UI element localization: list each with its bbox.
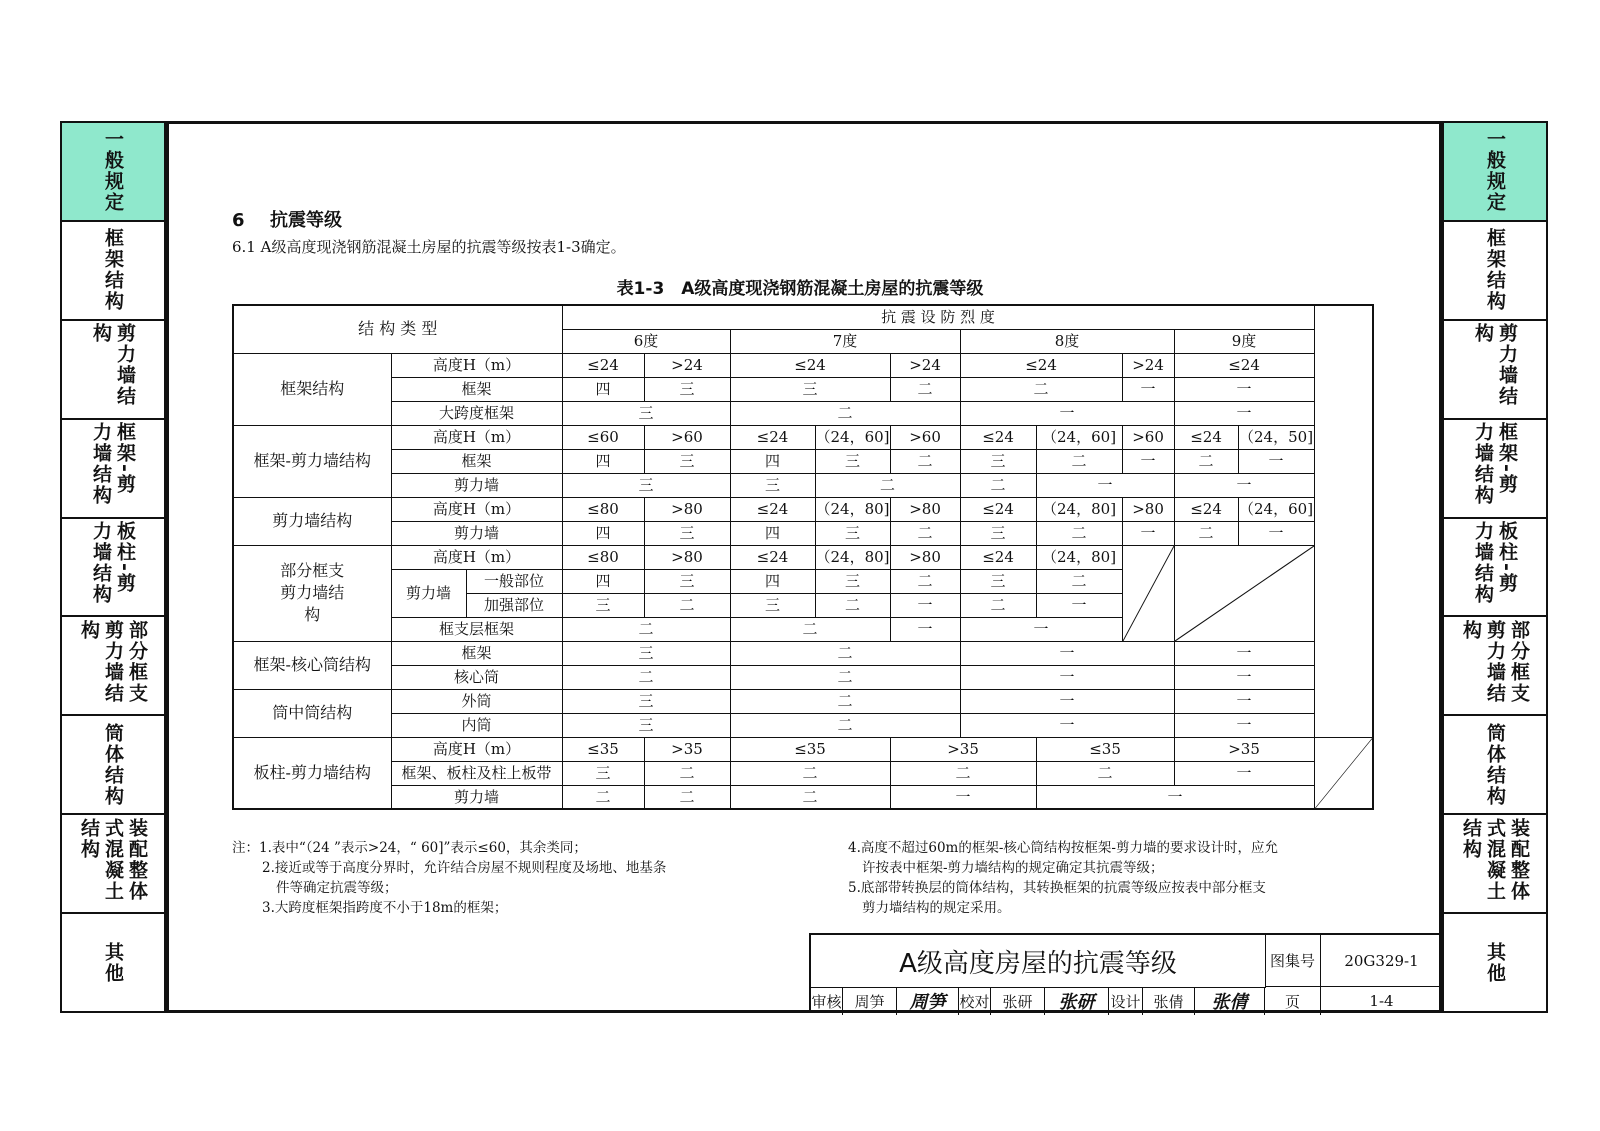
table-cell: 三 (815, 569, 890, 593)
side-tab-other[interactable]: 其他 (102, 941, 124, 984)
table-cell: 一 (1122, 449, 1174, 473)
section-title: 抗震等级 (270, 210, 342, 231)
table-cell: 核心筒 (391, 665, 562, 689)
review-label: 审核 (811, 987, 843, 1015)
table-cell: 一 (1122, 377, 1174, 401)
note-line: 2.接近或等于高度分界时，允许结合房屋不规则程度及场地、地基条 (262, 860, 667, 876)
table-cell: 三 (562, 593, 644, 617)
table-cell: 框架、板柱及柱上板带 (391, 761, 562, 785)
table-cell: 一 (960, 401, 1174, 425)
notes-right (848, 838, 1378, 918)
side-tab-general[interactable]: 一般规定 (1444, 123, 1546, 222)
table-row (233, 689, 1373, 713)
table-cell: 二 (1036, 521, 1122, 545)
table-cell: 四 (562, 377, 644, 401)
table-cell: ≤80 (562, 545, 644, 569)
table-cell: 四 (730, 521, 815, 545)
table-row (233, 353, 1373, 377)
table-cell: 二 (890, 569, 960, 593)
table-cell: 二 (644, 785, 730, 809)
table-cell: 二 (890, 521, 960, 545)
table-cell: 二 (1036, 761, 1174, 785)
table-cell: 二 (562, 665, 730, 689)
checker-name: 张研 (991, 987, 1045, 1015)
table-cell: 二 (730, 617, 890, 641)
side-tab-frame[interactable]: 框架结构 (1444, 222, 1546, 321)
table-row (233, 377, 1373, 401)
table-row (233, 713, 1373, 737)
header-deg8: 8度 (960, 329, 1174, 353)
header-deg6: 6度 (562, 329, 730, 353)
table-cell: >35 (1174, 737, 1314, 761)
table-cell: 三 (562, 473, 730, 497)
table-cell: >24 (644, 353, 730, 377)
table-cell: 二 (890, 377, 960, 401)
table-cell: 三 (815, 521, 890, 545)
designer-name: 张倩 (1143, 987, 1195, 1015)
table-cell: >80 (644, 497, 730, 521)
table-cell: 一 (960, 641, 1174, 665)
table-cell: >60 (644, 425, 730, 449)
table-header-row (233, 305, 1373, 329)
table-row (233, 473, 1373, 497)
table-cell: >60 (890, 425, 960, 449)
clause-text: 6.1 A级高度现浇钢筋混凝土房屋的抗震等级按表1-3确定。 (232, 238, 626, 256)
table-cell: 三 (562, 689, 730, 713)
table-cell: 二 (644, 593, 730, 617)
table-cell: 一 (1174, 761, 1314, 785)
table-cell: 三 (815, 449, 890, 473)
table-cell: ≤35 (1036, 737, 1174, 761)
table-cell: >60 (1122, 425, 1174, 449)
table-cell: 一 (890, 785, 1036, 809)
group-slab-column: 板柱-剪力墙结构 (233, 737, 391, 809)
table-cell: >24 (1122, 353, 1174, 377)
side-tab-tube[interactable]: 筒体结构 (1444, 716, 1546, 815)
note-line: 许按表中框架-剪力墙结构的规定确定其抗震等级； (862, 860, 1164, 876)
table-cell: 二 (960, 593, 1036, 617)
table-cell: 二 (730, 785, 890, 809)
table-cell: 一 (1174, 473, 1314, 497)
reviewer-signature: 周笋 (897, 987, 959, 1015)
table-cell: 一 (960, 617, 1122, 641)
table-row (233, 497, 1373, 521)
table-cell: 二 (730, 689, 960, 713)
table-cell: 一 (890, 593, 960, 617)
table-cell: 二 (562, 785, 644, 809)
table-cell: 一 (960, 665, 1174, 689)
table-cell: 二 (890, 761, 1036, 785)
side-tab-slab-column[interactable]: 板柱-剪力墙结构 (1444, 519, 1546, 618)
side-tab-frame-wall[interactable]: 框架-剪力墙结构 (62, 420, 164, 519)
table-cell: （24，80] (815, 497, 890, 521)
table-cell: 三 (730, 593, 815, 617)
table-cell: 框架 (391, 449, 562, 473)
group-frame-core: 框架-核心筒结构 (233, 641, 391, 689)
table-row (233, 641, 1373, 665)
table-cell: （24，60] (1036, 425, 1122, 449)
table-cell: 三 (644, 449, 730, 473)
table-cell: 四 (730, 569, 815, 593)
table-cell: 二 (1036, 569, 1122, 593)
table-cell: 高度H（m） (391, 353, 562, 377)
table-cell: 高度H（m） (391, 545, 562, 569)
table-cell: 一 (1174, 377, 1314, 401)
sub-group-shear-wall: 剪力墙 (391, 569, 466, 617)
table-cell: 三 (960, 569, 1036, 593)
table-row (233, 761, 1373, 785)
side-tab-shear-wall[interactable]: 剪力墙结构 (62, 321, 164, 420)
design-label: 设计 (1109, 987, 1143, 1015)
side-tab-partial-frame[interactable]: 部分框支剪力墙结构 (1444, 617, 1546, 716)
table-cell: 外筒 (391, 689, 562, 713)
table-cell: 一 (1174, 689, 1314, 713)
designer-signature: 张倩 (1195, 987, 1265, 1015)
table-cell: （24，80] (1036, 497, 1122, 521)
group-shear-wall: 剪力墙结构 (233, 497, 391, 545)
table-cell: 三 (562, 641, 730, 665)
table-cell: 二 (730, 641, 960, 665)
section-number: 6 (232, 210, 245, 231)
table-cell: ≤24 (1174, 353, 1314, 377)
header-intensity: 抗 震 设 防 烈 度 (562, 305, 1314, 329)
not-applicable-cell (1314, 737, 1373, 809)
side-tab-other[interactable]: 其他 (1484, 941, 1506, 984)
table-cell: 三 (562, 761, 644, 785)
table-cell: （24，80] (1036, 545, 1122, 569)
table-cell: ≤24 (960, 497, 1036, 521)
table-cell: 一 (1036, 593, 1122, 617)
table-cell: ≤60 (562, 425, 644, 449)
title-block (809, 933, 1442, 1013)
table-cell: ≤35 (562, 737, 644, 761)
table-row (233, 521, 1373, 545)
header-structure-type: 结 构 类 型 (233, 305, 562, 353)
table-cell: 二 (644, 761, 730, 785)
table-cell: （24，60] (815, 425, 890, 449)
table-cell: >80 (890, 497, 960, 521)
table-cell: 三 (730, 377, 890, 401)
table-cell: 一 (1036, 785, 1314, 809)
table-cell: 一 (890, 617, 960, 641)
table-cell: ≤24 (730, 497, 815, 521)
table-cell: 三 (960, 521, 1036, 545)
table-cell: 三 (960, 449, 1036, 473)
table-row (233, 545, 1373, 569)
seismic-grade-table (232, 304, 1374, 810)
side-tab-frame-wall[interactable]: 框架-剪力墙结构 (1444, 420, 1546, 519)
table-cell: 四 (562, 569, 644, 593)
table-cell: 二 (815, 593, 890, 617)
table-cell: 三 (562, 713, 730, 737)
table-cell: ≤24 (960, 353, 1122, 377)
side-tab-precast[interactable]: 装配整体式混凝土结构 (62, 815, 164, 914)
table-cell: 二 (815, 473, 960, 497)
table-cell: 一 (960, 713, 1174, 737)
table-cell: 二 (730, 713, 960, 737)
table-cell: （24，50] (1238, 425, 1314, 449)
table-cell: ≤24 (1174, 497, 1238, 521)
side-tab-shear-wall[interactable]: 剪力墙结构 (1444, 321, 1546, 420)
table-cell: 一 (1174, 713, 1314, 737)
table-cell: 四 (730, 449, 815, 473)
reviewer-name: 周笋 (843, 987, 897, 1015)
table-cell: 高度H（m） (391, 497, 562, 521)
table-cell: 二 (890, 449, 960, 473)
table-row (233, 449, 1373, 473)
side-tab-frame[interactable]: 框架结构 (62, 222, 164, 321)
note-line: 件等确定抗震等级； (276, 880, 398, 896)
side-tab-slab-column[interactable]: 板柱-剪力墙结构 (62, 519, 164, 618)
table-cell: （24，60] (1238, 497, 1314, 521)
table-cell: ≤24 (730, 353, 890, 377)
note-line: 4.高度不超过60m的框架-核心筒结构按框架-剪力墙的要求设计时，应允 (848, 840, 1278, 856)
side-nav-left (60, 121, 166, 1013)
atlas-label: 图集号 (1265, 935, 1321, 987)
note-line: 5.底部带转换层的筒体结构，其转换框架的抗震等级应按表中部分框支 (848, 880, 1266, 896)
table-row (233, 401, 1373, 425)
table-cell: 加强部位 (466, 593, 562, 617)
table-cell: 一 (1238, 521, 1314, 545)
table-cell: 三 (562, 401, 730, 425)
note-line: 剪力墙结构的规定采用。 (862, 900, 1011, 916)
notes-left (232, 838, 792, 918)
table-cell: 高度H（m） (391, 737, 562, 761)
page-number: 1-4 (1369, 992, 1394, 1010)
side-tab-precast[interactable]: 装配整体式混凝土结构 (1444, 815, 1546, 914)
table-cell: >35 (890, 737, 1036, 761)
table-cell: 二 (730, 401, 960, 425)
table-cell: 三 (644, 521, 730, 545)
table-cell: 剪力墙 (391, 521, 562, 545)
table-cell: ≤80 (562, 497, 644, 521)
header-deg9: 9度 (1174, 329, 1314, 353)
table-cell: 二 (730, 761, 890, 785)
table-cell: >35 (644, 737, 730, 761)
table-cell: 一 (1238, 449, 1314, 473)
table-cell: 一 (1174, 401, 1314, 425)
table-cell: 一般部位 (466, 569, 562, 593)
table-cell: 内筒 (391, 713, 562, 737)
not-applicable-cell (1122, 545, 1174, 641)
table-cell: >80 (644, 545, 730, 569)
table-cell: 二 (960, 377, 1122, 401)
checker-signature: 张研 (1045, 987, 1109, 1015)
table-row (233, 785, 1373, 809)
table-cell: 一 (1174, 665, 1314, 689)
group-tube-in-tube: 筒中筒结构 (233, 689, 391, 737)
table-cell: >80 (1122, 497, 1174, 521)
table-cell: 二 (1036, 449, 1122, 473)
table-cell: 一 (960, 689, 1174, 713)
table-cell: 一 (1036, 473, 1174, 497)
table-cell: ≤24 (730, 545, 815, 569)
table-cell: 二 (730, 665, 960, 689)
table-cell: ≤24 (730, 425, 815, 449)
group-partial-frame: 部分框支剪力墙结构 (233, 545, 391, 641)
table-cell: 框架 (391, 641, 562, 665)
table-cell: 剪力墙 (391, 473, 562, 497)
side-tab-tube[interactable]: 筒体结构 (62, 716, 164, 815)
table-cell: >24 (890, 353, 960, 377)
side-tab-partial-frame[interactable]: 部分框支剪力墙结构 (62, 617, 164, 716)
table-row (233, 425, 1373, 449)
table-cell: （24，80] (815, 545, 890, 569)
table-cell: ≤24 (960, 545, 1036, 569)
side-tab-general[interactable]: 一般规定 (62, 123, 164, 222)
table-cell: ≤24 (562, 353, 644, 377)
note-line: 3.大跨度框架指跨度不小于18m的框架； (262, 900, 508, 916)
table-cell: 框架 (391, 377, 562, 401)
table-cell: 二 (1174, 449, 1238, 473)
atlas-number: 20G329-1 (1321, 935, 1442, 987)
table-cell: ≤24 (960, 425, 1036, 449)
table-cell: 框支层框架 (391, 617, 562, 641)
table-cell: 四 (562, 449, 644, 473)
check-label: 校对 (959, 987, 991, 1015)
table-cell: ≤24 (1174, 425, 1238, 449)
table-cell: 高度H（m） (391, 425, 562, 449)
table-cell: ≤35 (730, 737, 890, 761)
table-cell: 三 (730, 473, 815, 497)
drawing-title: A级高度房屋的抗震等级 (811, 935, 1266, 988)
table-cell: 大跨度框架 (391, 401, 562, 425)
side-nav-right (1442, 121, 1548, 1013)
group-frame: 框架结构 (233, 353, 391, 425)
table-cell: 剪力墙 (391, 785, 562, 809)
table-cell: 三 (644, 569, 730, 593)
header-deg7: 7度 (730, 329, 960, 353)
table-cell: 一 (1174, 641, 1314, 665)
table-cell: 二 (960, 473, 1036, 497)
table-cell: 二 (1174, 521, 1238, 545)
group-frame-wall: 框架-剪力墙结构 (233, 425, 391, 497)
table-row (233, 665, 1373, 689)
not-applicable-cell (1174, 545, 1314, 641)
note-line: 注：1.表中“（24 ”表示>24，“ 60]”表示≤60，其余类同； (232, 840, 587, 856)
table-caption: 表1-3 A级高度现浇钢筋混凝土房屋的抗震等级 (616, 279, 984, 299)
page-label: 页 (1265, 987, 1321, 1015)
table-cell: 一 (1122, 521, 1174, 545)
table-row (233, 737, 1373, 761)
table-cell: >80 (890, 545, 960, 569)
table-cell: 二 (562, 617, 730, 641)
table-cell: 四 (562, 521, 644, 545)
table-cell: 三 (644, 377, 730, 401)
section-heading (232, 206, 342, 232)
